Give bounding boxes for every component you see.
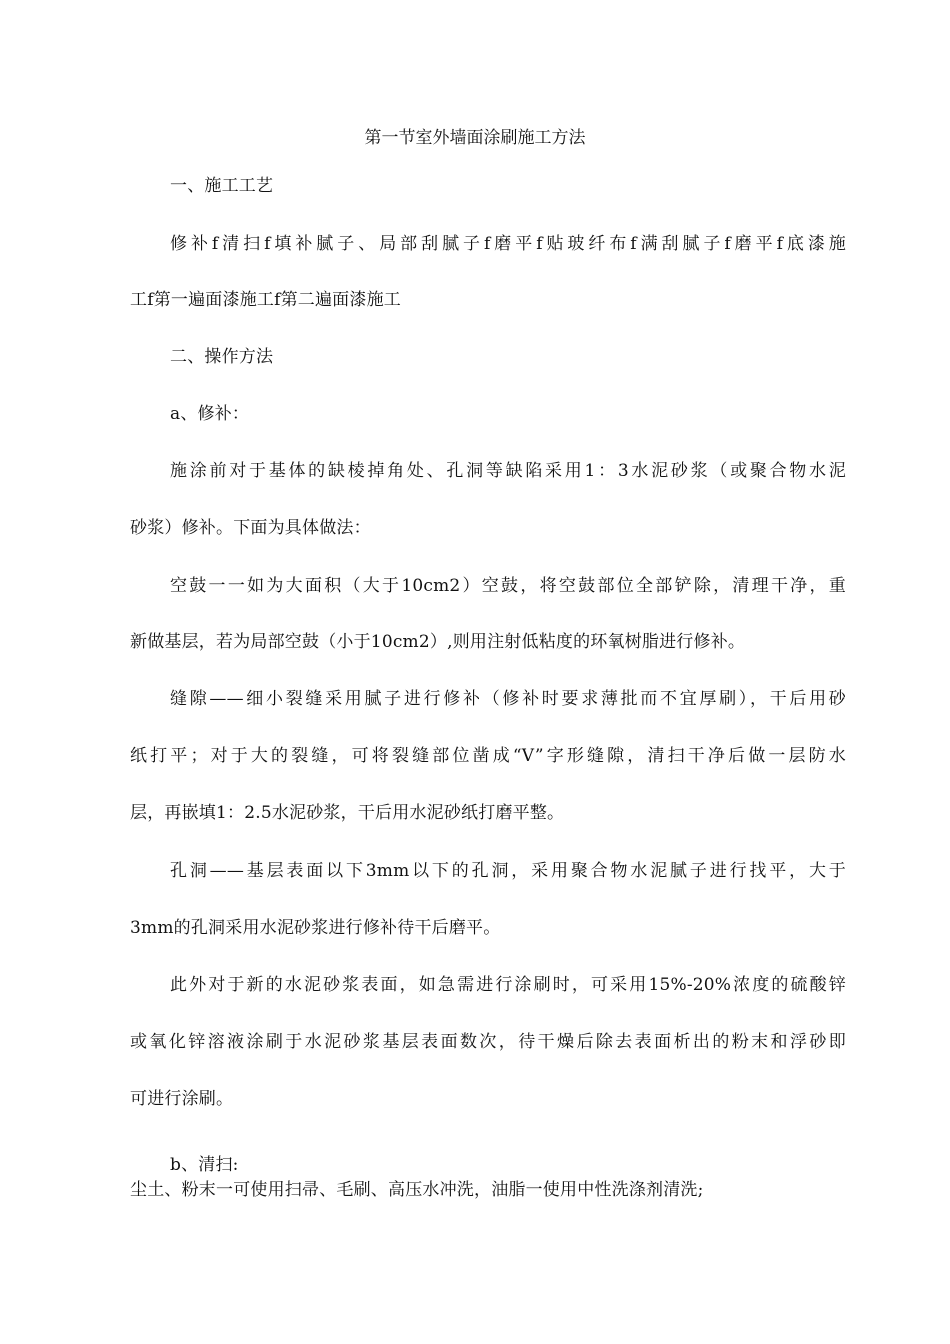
paragraph-line: 纸打平；对于大的裂缝，可将裂缝部位凿成“V”字形缝隙，清扫干净后做一层防水	[130, 746, 846, 766]
section-heading-construction-process: 一、施工工艺	[170, 176, 274, 196]
paragraph-line: 工f第一遍面漆施工f第二遍面漆施工	[130, 290, 401, 310]
page-title: 第一节室外墙面涂刷施工方法	[364, 128, 586, 148]
paragraph-line: 砂浆）修补。下面为具体做法：	[130, 518, 371, 538]
paragraph-line: 或氧化锌溶液涂刷于水泥砂浆基层表面数次，待干燥后除去表面析出的粉末和浮砂即	[130, 1032, 846, 1052]
paragraph-line: 缝隙——细小裂缝采用腻子进行修补（修补时要求薄批而不宜厚刷），干后用砂	[170, 689, 846, 709]
paragraph-line: 可进行涂刷。	[130, 1089, 234, 1109]
paragraph-line: 层，再嵌填1：2.5水泥砂浆，干后用水泥砂纸打磨平整。	[130, 803, 565, 823]
paragraph-line: 施涂前对于基体的缺棱掉角处、孔洞等缺陷采用1：3水泥砂浆（或聚合物水泥	[170, 461, 846, 481]
paragraph-line: 3mm的孔洞采用水泥砂浆进行修补待干后磨平。	[130, 918, 501, 938]
paragraph-line: 新做基层，若为局部空鼓（小于10cm2）,则用注射低粘度的环氧树脂进行修补。	[130, 632, 746, 652]
paragraph-line: 此外对于新的水泥砂浆表面，如急需进行涂刷时，可采用15%-20%浓度的硫酸锌	[170, 975, 846, 995]
paragraph-line: 尘土、粉末一可使用扫帚、毛刷、高压水冲洗，油脂一使用中性洗涤剂清洗;	[130, 1180, 704, 1200]
paragraph-line: 孔洞——基层表面以下3mm以下的孔洞，采用聚合物水泥腻子进行找平，大于	[170, 861, 846, 881]
section-heading-operation-method: 二、操作方法	[170, 347, 274, 367]
subsection-heading-cleaning: b、清扫:	[170, 1155, 239, 1175]
subsection-heading-repair: a、修补：	[170, 404, 250, 424]
paragraph-line: 修补f清扫f填补腻子、局部刮腻子f磨平f贴玻纤布f满刮腻子f磨平f底漆施	[170, 234, 846, 254]
paragraph-line: 空鼓一一如为大面积（大于10cm2）空鼓，将空鼓部位全部铲除，清理干净，重	[170, 576, 846, 596]
